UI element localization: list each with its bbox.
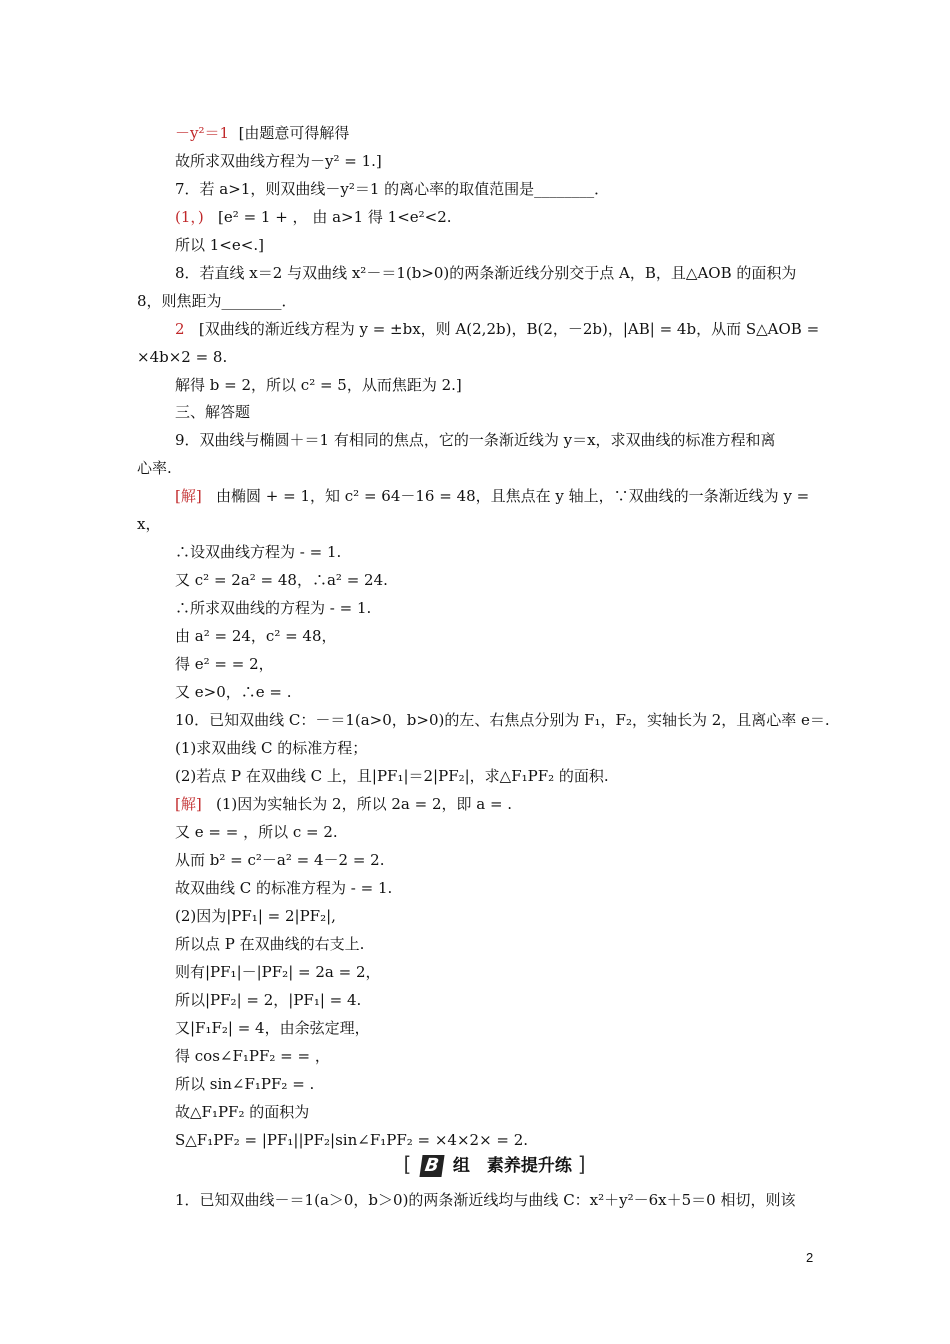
text-line — [175, 486, 814, 506]
line-text: (2)因为|PF₁| = 2|PF₂|, — [175, 907, 336, 925]
line-text: 又|F₁F₂| = 4，由余弦定理， — [175, 1019, 370, 1037]
section-open-bracket: [ — [403, 1152, 412, 1176]
text-line — [175, 1190, 814, 1210]
line-text: 7．若 a>1，则双曲线－y²＝1 的离心率的取值范围是________． — [175, 180, 610, 198]
line-text: 所以 1<e<.] — [175, 236, 264, 254]
text-line — [175, 235, 814, 255]
text-line — [175, 738, 814, 758]
line-text: [e² = 1 + ， 由 a>1 得 1<e²<2. — [203, 208, 452, 226]
line-text: 得 e² = = 2， — [175, 655, 274, 673]
page-number: 2 — [806, 1250, 814, 1265]
text-line — [175, 375, 814, 395]
line-text: 又 e = = ，所以 c = 2. — [175, 823, 338, 841]
line-text: 心率. — [137, 459, 172, 477]
text-line — [175, 1018, 814, 1038]
line-text: (1)求双曲线 C 的标准方程； — [175, 739, 368, 757]
section-badge: B — [420, 1155, 445, 1177]
text-line — [175, 319, 820, 339]
line-text: 解得 b = 2，所以 c² = 5，从而焦距为 2.] — [175, 376, 462, 394]
line-text: 由椭圆 + = 1，知 c² = 64－16 = 48，且焦点在 y 轴上，∵双曲线的一条渐近线为 y = — [201, 487, 810, 505]
text-line — [175, 1046, 814, 1066]
text-line — [175, 710, 830, 730]
text-line — [175, 794, 814, 814]
text-line — [175, 207, 814, 227]
answer-marker: [解] — [175, 795, 202, 813]
line-text: 所以|PF₂| = 2，|PF₁| = 4. — [175, 991, 362, 1009]
answer-marker: 2 — [175, 320, 185, 338]
line-text: 9．双曲线与椭圆＋＝1 有相同的焦点，它的一条渐近线为 y＝x，求双曲线的标准方程和离 — [175, 431, 776, 449]
text-line — [175, 151, 814, 171]
text-line — [175, 990, 814, 1010]
answer-marker: (1，) — [175, 208, 204, 226]
text-line — [175, 626, 814, 646]
line-text: 1．已知双曲线－＝1(a＞0，b＞0)的两条渐近线均与曲线 C：x²＋y²－6x＋5＝0 相切，则该 — [175, 1191, 796, 1209]
line-text: 8，则焦距为________． — [137, 292, 297, 310]
answer-marker: －y²＝1 — [175, 124, 230, 142]
text-line — [137, 347, 814, 367]
line-text: 从而 b² = c²－a² = 4－2 = 2. — [175, 851, 385, 869]
line-text: ∴所求双曲线的方程为 - = 1. — [175, 599, 372, 617]
line-text: 三、解答题 — [175, 403, 251, 421]
line-text: 故所求双曲线方程为－y² = 1.] — [175, 152, 382, 170]
text-line — [137, 291, 814, 311]
text-line — [175, 822, 814, 842]
line-text: 所以点 P 在双曲线的右支上. — [175, 935, 365, 953]
line-text: 又 c² = 2a² = 48，∴a² = 24. — [175, 571, 388, 589]
text-line — [175, 906, 814, 926]
line-text: ×4b×2 = 8. — [137, 348, 228, 366]
text-line — [175, 402, 814, 422]
text-line — [175, 654, 814, 674]
line-text: 8．若直线 x＝2 与双曲线 x²－＝1(b>0)的两条渐近线分别交于点 A，B，且△AOB 的面积为 — [175, 264, 797, 282]
text-line — [175, 263, 814, 283]
line-text: x， — [137, 515, 161, 533]
line-text: (2)若点 P 在双曲线 C 上，且|PF₁|＝2|PF₂|，求△F₁PF₂ 的面积. — [175, 767, 609, 785]
line-text: 由 a² = 24，c² = 48， — [175, 627, 337, 645]
text-line — [175, 766, 814, 786]
text-line — [175, 1130, 814, 1150]
line-text: 又 e>0，∴e = . — [175, 683, 292, 701]
line-text: [双曲线的渐近线方程为 y = ±bx，则 A(2,2b)，B(2，－2b)，|AB| = 4b，从而 S△AOB = — [184, 320, 820, 338]
section-heading-b — [175, 1150, 814, 1178]
answer-marker: [解] — [175, 487, 202, 505]
text-line — [175, 1102, 814, 1122]
text-line — [175, 682, 814, 702]
line-text: 10．已知双曲线 C：－＝1(a>0，b>0)的左、右焦点分别为 F₁，F₂，实轴长为 2，且离心率 e＝. — [175, 711, 830, 729]
line-text: 得 cos∠F₁PF₂ = = ， — [175, 1047, 330, 1065]
text-line — [175, 542, 814, 562]
text-line — [175, 123, 814, 143]
line-text: 故△F₁PF₂ 的面积为 — [175, 1103, 310, 1121]
line-text: [由题意可得解得 — [229, 124, 350, 142]
line-text: 所以 sin∠F₁PF₂ = . — [175, 1075, 315, 1093]
text-line — [175, 850, 814, 870]
line-text: ∴设双曲线方程为 - = 1. — [175, 543, 342, 561]
line-text: (1)因为实轴长为 2，所以 2a = 2，即 a = . — [201, 795, 513, 813]
line-text: 则有|PF₁|－|PF₂| = 2a = 2， — [175, 963, 381, 981]
text-line — [175, 878, 814, 898]
line-text: S△F₁PF₂ = |PF₁||PF₂|sin∠F₁PF₂ = ×4×2× = 2. — [175, 1131, 529, 1149]
text-line — [175, 570, 814, 590]
section-close-bracket: ] — [577, 1152, 586, 1176]
text-line — [175, 1074, 814, 1094]
line-text: 故双曲线 C 的标准方程为 - = 1. — [175, 879, 393, 897]
text-line — [175, 934, 814, 954]
text-line — [175, 430, 814, 450]
text-line — [137, 458, 814, 478]
text-line — [175, 179, 814, 199]
text-line — [175, 598, 814, 618]
text-line — [137, 514, 814, 534]
text-line — [175, 962, 814, 982]
section-label: 组 素养提升练 — [452, 1156, 572, 1176]
